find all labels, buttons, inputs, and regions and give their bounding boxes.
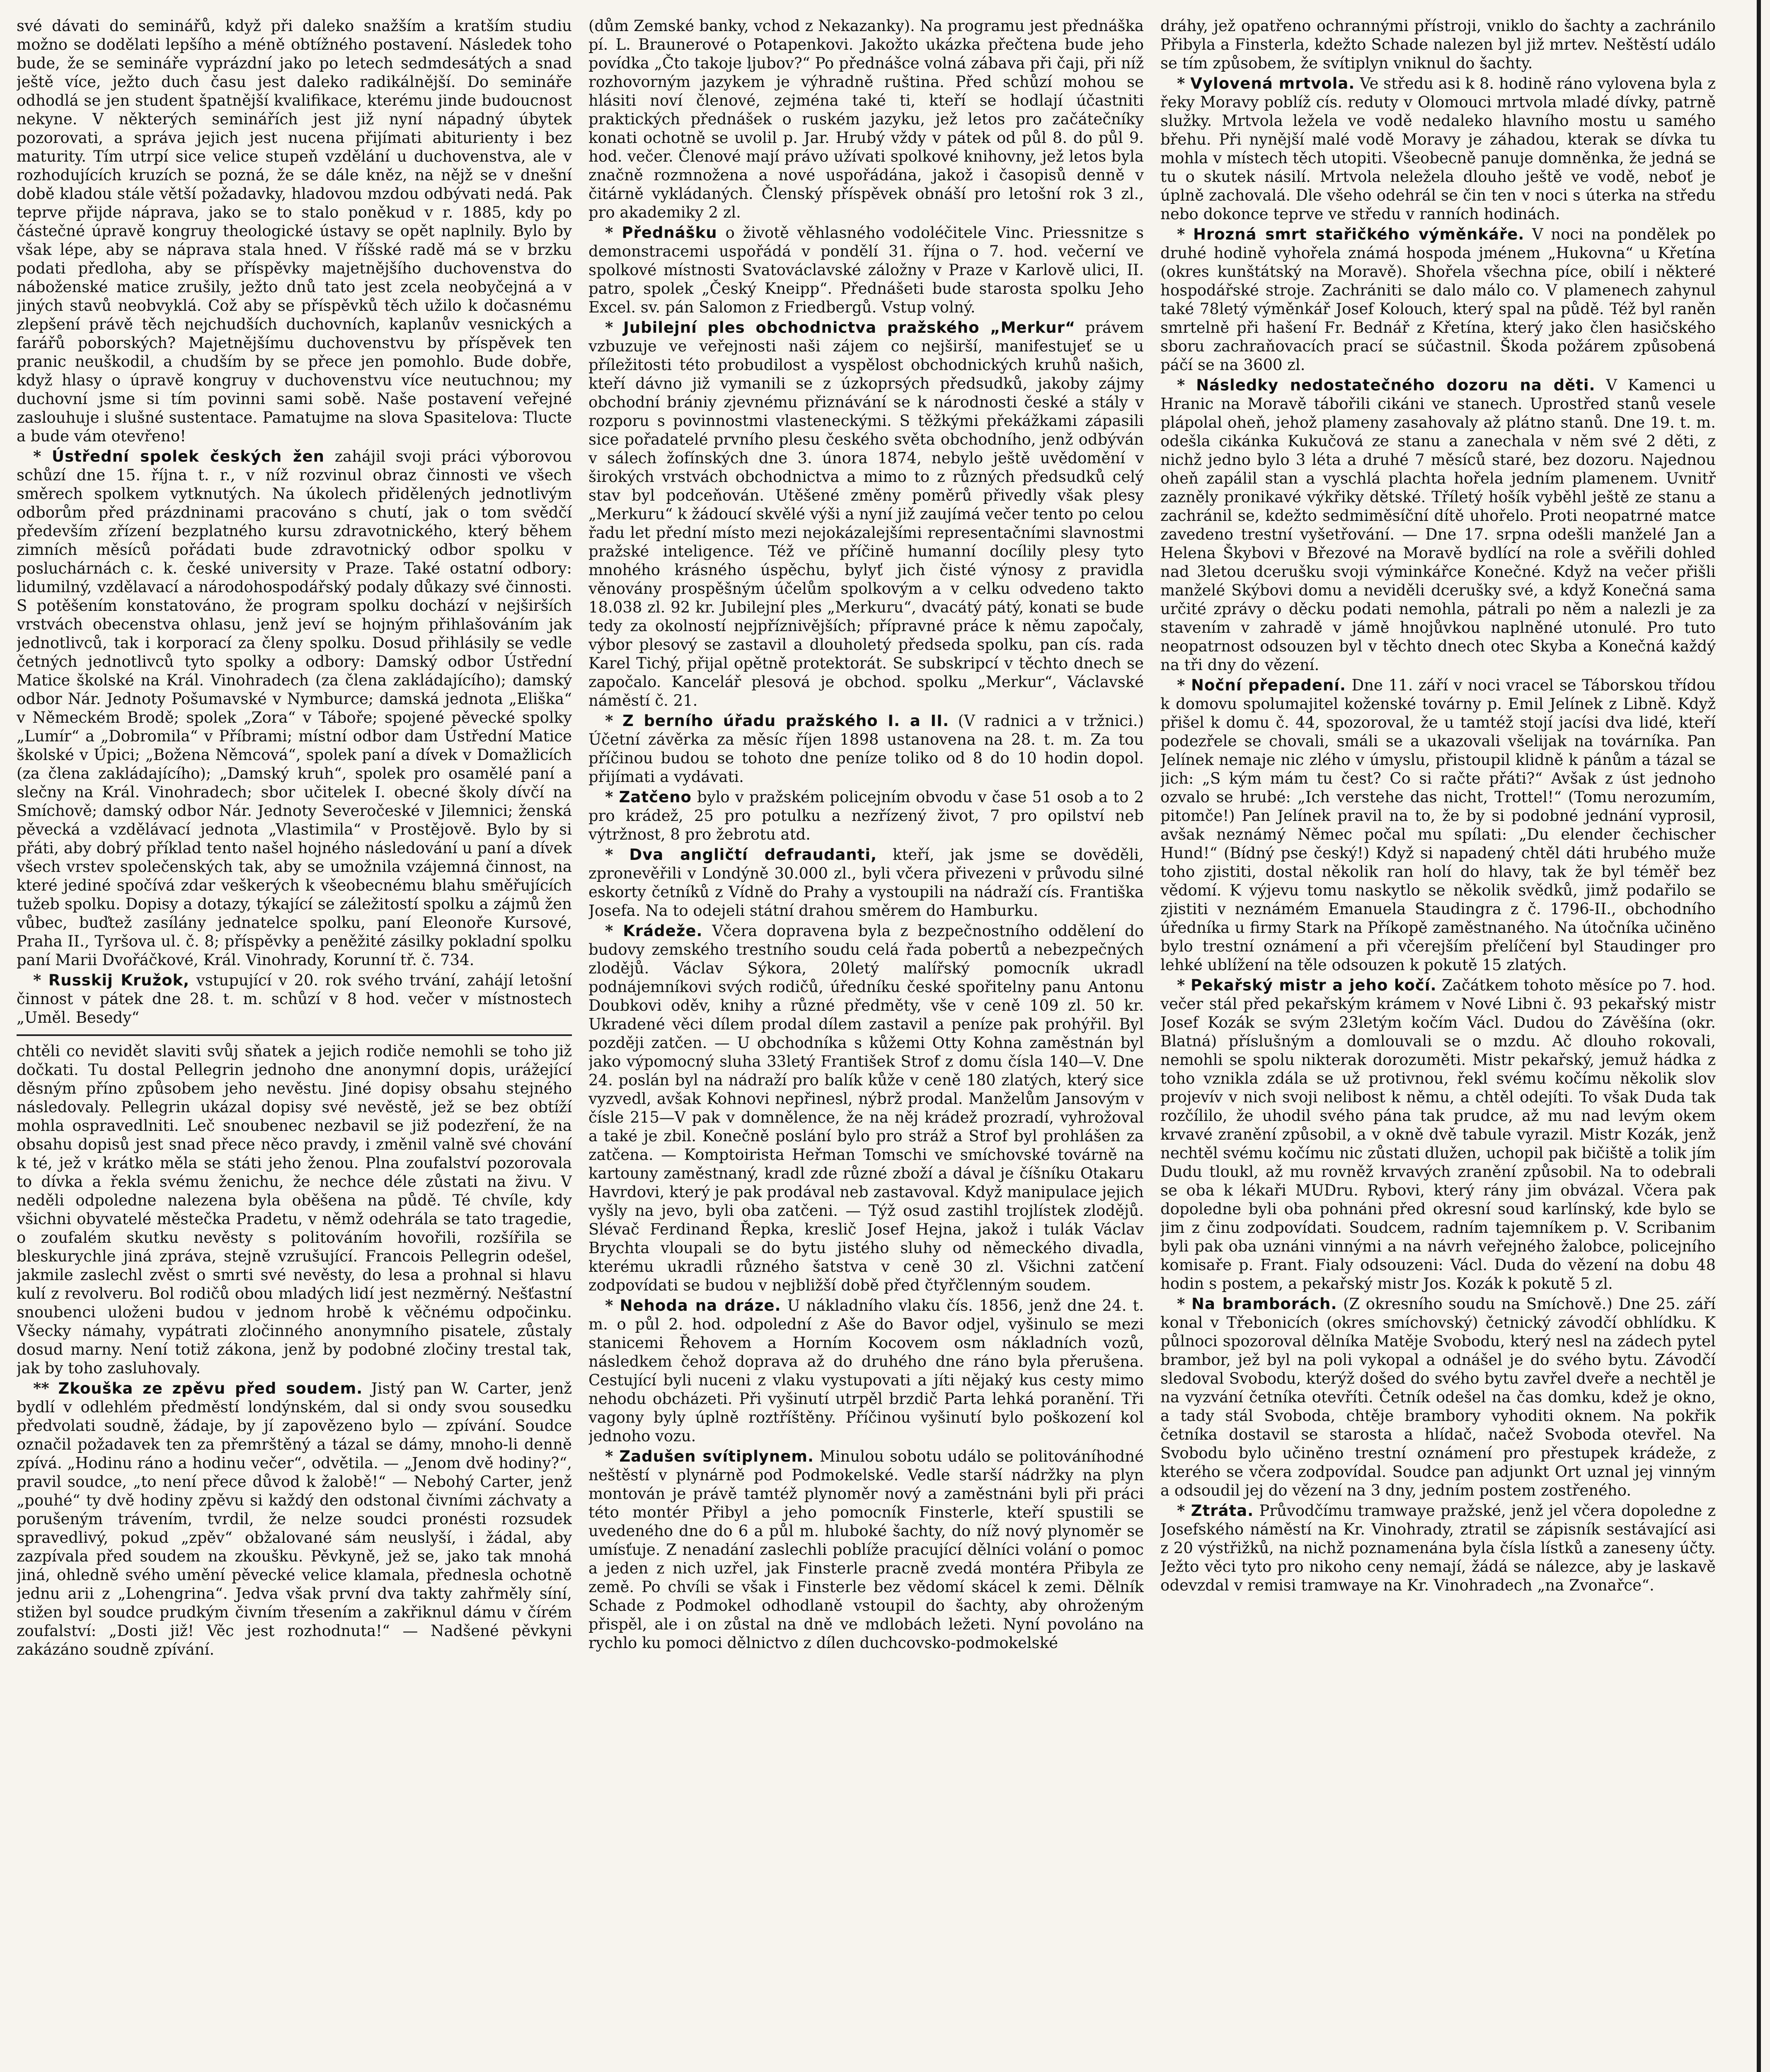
article-body: (dům Zemské banky, vchod z Nekazanky). Na programu jest přednáška pí. L. Braunerové o Potapenkovi. Jakožto ukázka přečtena bude jeho povídka „Čto takoje ljubov?“ Po přednášce volná zábava při čaji, při níž rozhovorným jazykem je výhradně ruština. Před schůzí mohou se hlásiti noví členové, zejména také ti, kteří se hodlají účastniti praktických přednášek o ruském jazyku, jež letos pro začátečníky konati ochotně se uvolil p. Jar. Hrubý vždy v pátek od půl 8. do půl 9. hod. večer. Členové mají právo užívati spolkové knihovny, jež letos byla značně rozmnožena a nové uspořádána, jakož i časopisů denně v čitárně vykládaných. Členský příspěvek obnáší pro letošní rok 3 zl., pro akademiky 2 zl. bbox=[588, 17, 1144, 221]
article-body: Jistý pan W. Carter, jenž bydlí v odlehlém předměstí londýnském, dal si ondy svou sousedku předvolati soudně, žádaje, by jí zapovězeno bylo — zpívání. Soudce označil požadavek ten za přemrštěný a tázal se dámy, mnoho-li denně zpívá. „Hodinu ráno a hodinu večer“, odvětila. — „Jenom dvě hodiny?“, pravil soudce, „to není přece důvod k žalobě!“ — Nebohý Carter, jenž „pouhé“ ty dvě hodiny zpěvu si každý den odstonal čivními záchvaty a porušeným trávením, tvrdil, že nelze soudci pronésti rozsudek spravedlivý, pokud „zpěv“ obžalované sám neuslyší, i žádal, aby zazpívala před soudem na zkoušku. Pěvkyně, jež se, jako tak mnohá jiná, ohledně svého umění pěvecké velice klamala, přednesla ochotně jednu arii z „Lohengrina“. Jedva však první dva takty zahřměly síní, stižen byl soudce prudkým čivním třesením a zakřiknul dámu v čírém zoufalství: „Dosti již! Věc jest rozhodnuta!“ — Nadšené pěvkyni zakázáno soudně zpívání. bbox=[17, 1380, 572, 1658]
article-body: kteří, jak jsme se dověděli, zpronevěřili v Londýně 30.000 zl., byli včera přivezeni v průvodu silné eskorty četníků z Vídně do Prahy a vystoupili na nádraží cís. Františka Josefa. Na to odejeli státní drahou směrem do Hamburku. bbox=[588, 846, 1144, 920]
article: * Vylovená mrtvola. Ve středu asi k 8. hodině ráno vylovena byla z řeky Moravy poblíž cís. reduty v Olomouci mrtvola mladé dívky, patrně služky. Mrtvola ležela ve vodě nedaleko hlavního mostu u samého břehu. Při nynější malé vodě Moravy je záhadou, kterak se dívka tu mohla v místech těch utopiti. Všeobecně panuje domněnka, že jedná se tu o skutek násilí. Mrtvola neležela dlouho ještě ve vodě, neboť je úplně zachovalá. Dle všeho odehrál se čin ten v noci s úterka na středu nebo dokonce teprve ve středu v ranních hodinách. bbox=[1160, 74, 1716, 223]
article-body: V Kamenci u Hranic na Moravě tábořili cikáni ve stanech. Uprostřed stanů vesele plápolal oheň, jehož plameny zasahovaly až plátno stanů. Dne 19. t. m. odešla cikánka Kukučová ze stanu a zanechala v něm své 2 děti, z nichž jedno bylo 3 léta a druhé 7 měsíců staré, bez dozoru. Najednou oheň zapálil stan a vyschlá plachta hořela jedním plamenem. Uvnitř zazněly pronikavé výkřiky dětské. Tříletý hošík vyběhl ještě ze stanu a zachránil se, kdežto sedmiměsíční dítě uhořelo. Proti neopatrné matce zavedeno trestní vyšetřování. — Dne 17. srpna odešli manželé Jan a Helena Škybovi v Březové na Moravě bydlící na role a svěřili dohled nad 3letou dcerušku svoji výminkářce Konečné. Když na večer přišli manželé Skýbovi domu a neviděli dcerušky své, a když Konečná sama určité zprávy o děcku podati nemohla, pátrali po něm a nalezli je za stavením v zahradě v jámě hnojůvkou naplněné utonulé. Pro tuto neopatrnost odsouzen byl v těchto dnech otec Skyba a Konečná každý na tři dny do vězení. bbox=[1160, 376, 1716, 674]
article-headline: Ztráta. bbox=[1191, 1502, 1254, 1520]
article-body: Včera dopravena byla z bezpečnostního oddělení do budovy zemského trestního soudu celá řada pobertů a nebezpečných zlodějů. Václav Sýkora, 20letý malířský pomocník ukradl podnájemníkovi svých rodičů, úředníku české spořitelny panu Antonu Doubkovi oděv, knihy a různé předměty, vše v ceně 109 zl. 50 kr. Ukradené věci dílem prodal dílem zastavil a peníze pak prohýřil. Byl později zatčen. — U obchodníka s kůžemi Otty Kohna zaměstnán byl jako výpomocný sluha 33letý František Strof z domu čísla 140—V. Dne 24. poslán byl na nádraží pro balík kůže v ceně 180 zlatých, který sice vyzvedl, avšak Kohnovi nepřinesl, nýbrž prodal. Manželům Jansovým v čísle 215—V pak v domnělence, že na něj krádež prozradí, vyhrožoval a také je zbil. Konečně poslání bylo pro stráž a Strof byl prohlášen za zatčena. — Komptoirista Heřman Tomschi ve smíchovské továrně na kartouny zaměstnaný, kradl zde různé zboží a dával je číšníku Otakaru Havrdovi, který je pak prodával neb zastavoval. Když manipulace jejich vyšly na jevo, byli oba zatčeni. — Týž osud zastihl trojlístek zlodějů. Slévač Ferdinand Řepka, kreslič Josef Hejna, jakož i tulák Václav Brychta vloupali se do bytu jistého sluhy od německého divadla, kterému ukradli různého šatstva v ceně 30 zl. Všichni zatčení zodpovídati se budou v nejbližší době před čtyřčlenným soudem. bbox=[588, 922, 1144, 1294]
article: * Ztráta. Průvodčímu tramwaye pražské, jenž jel včera dopoledne z Josefského náměstí na Kr. Vinohrady, ztratil se zápisník sestávající asi z 20 výstřižků, na nichž poznamenána byla čísla lístků a zaneseny účty. Ježto věci tyto pro nikoho ceny nemají, žádá se nálezce, aby je laskavě odevzdal v remisi tramwaye na Kr. Vinohradech „na Zvonařce“. bbox=[1160, 1501, 1716, 1594]
article-body: bylo v pražském policejním obvodu v čase 51 osob a to 2 pro krádež, 25 pro potulku a nezřízený život, 7 pro opilství neb výtržnost, 8 pro žebrotu atd. bbox=[588, 788, 1144, 843]
article-body: Začátkem tohoto měsíce po 7. hod. večer stál před pekařským krámem v Nové Libni č. 93 pekařský mistr Josef Kozák se svým 23letým kočím Václ. Dudou do Závěšína (okr. Blatná) příslušným a domlouvali se o mzdu. Ač dlouho rokovali, nemohli se spolu nikterak dorozuměti. Mistr pekařský, jemuž hádka z toho vznikla zdála se už protivnou, řekl svému kočímu několik slov projevív v nich svoji nelibost k němu, a chtěl odejíti. To však Duda tak rozčílilo, že uhodil svého pána tak prudce, až mu nad levým okem krvavé zranění způsobil, a v okně dvě tabule vyrazil. Mistr Kozák, jenž nechtěl svému kočímu nic zůstati dlužen, uchopil pak bičiště a tolik jím Dudu tloukl, až mu rovněž krvavých zranění způsobil. Na to odebrali se oba k lékaři MUDru. Rybovi, který rány jim obvázal. Včera pak dopoledne byli oba pohnáni před okresní soud karlínský, kde bylo se jim z činu zodpovídati. Soudcem, radním tajemníkem p. V. Scribanim byli pak oba uznáni vinnými a na návrh veřejného žalobce, policejního komisaře p. Frant. Fialy odsouzeni: Václ. Duda do vězení na dobu 48 hodin s postem, a pekařský mistr Jos. Kozák k pokutě 5 zl. bbox=[1160, 976, 1716, 1293]
article-body: Dne 11. září v noci vracel se Táborskou třídou k domovu spolumajitel koženské továrny p. Emil Jelínek z Libně. Když přišel k domu č. 44, spozoroval, že u tamtéž stojí jacísi dva lidé, kteří podezřele se chovali, smáli se a ukazovali všelijak na továrníka. Pan Jelínek nemaje nic zlého v úmyslu, přistoupil klidně k pánům a tázal se jich: „S kým mám tu čest? Co si račte přáti?“ Avšak z úst jednoho ozvalo se hrubé: „Ich verstehe das nicht, Trottel!“ (Tomu nerozumím, pitomče!) Pan Jelínek pravil na to, že by si podobné jednání vyprosil, avšak neznámý Němec počal mu spílati: „Du elender čechischer Hund!“ (Bídný pse český!) Když si napadený chtěl dáti hrubého muže toho zjistiti, dostal několik ran holí do hlavy, tak že byl téměř bez vědomí. K výjevu tomu naskytlo se několik svědků, jimž podařilo se zjistiti v neznámém Emanuela Staudingra z č. 1796-II., obchodního úředníka u firmy Stark na Příkopě zaměstnaného. Na útočníka učiněno bylo trestní oznámení a při včerejším přelíčení byl Staudinger pro lehké ublížení na těle odsouzen k pokutě 15 zlatých. bbox=[1160, 676, 1716, 974]
article-body: Průvodčímu tramwaye pražské, jenž jel včera dopoledne z Josefského náměstí na Kr. Vinohrady, ztratil se zápisník sestávající asi z 20 výstřižků, na nichž poznamenána byla čísla lístků a zaneseny účty. Ježto věci tyto pro nikoho ceny nemají, žádá se nálezce, aby je laskavě odevzdal v remisi tramwaye na Kr. Vinohradech „na Zvonařce“. bbox=[1160, 1502, 1716, 1594]
article: * Ústřední spolek českých žen zahájil svoji práci výborovou schůzí dne 15. října t. r., v níž rozvinul obraz činnosti ve všech směrech spolkem vytknutých. Na úkolech přidělených jednotlivým odborům před prázdninami pracováno s chutí, jak o tom svědčí především zřízení bezplatného kursu zdravotnického, který během zimních měsíců pořádati bude zdravotnický odbor spolku v posluchárnách c. k. české university v Praze. Také ostatní odbory: lidumilný, vzdělavací a národohospodářský podaly důkazy své činnosti. S potěšením konstatováno, že program spolku dochází v nejširších vrstvách obecenstva ohlasu, jenž jeví se hojným přihlašováním jak jednotlivců, tak i korporací za členy spolku. Dosud přihlásily se vedle četných jednotlivců tyto spolky a odbory: Damský odbor Ústřední Matice školské na Král. Vinohradech (za člena zakládajícího); damský odbor Nár. Jednoty Pošumavské v Nymburce; damská jednota „Eliška“ v Německém Brodě; spolek „Zora“ v Táboře; spojené pěvecké spolky „Lumír“ a „Dobromila“ v Příbrami; místní odbor dam Ústřední Matice školské v Úpici; „Božena Němcová“, spolek paní a dívek v Domažlicích (za člena zakládajícího); „Damský kruh“, spolek pro osamělé paní a slečny na Král. Vinohradech; sbor učitelek I. obecné školy dívčí na Smíchově; damský odbor Nár. Jednoty Severočeské v Jilemnici; ženská pěvecká a vzdělávací jednota „Vlastimila“ v Prostějově. Bylo by si přáti, aby dobrý příklad tento našel hojného následování u paní a dívek všech vrstev společenských tak, aby se umožnila vzájemná činnost, na které jediné spočívá zdar veškerých k všeobecnému blahu směřujících tužeb spolku. Dopisy a dotazy, týkající se záležitostí spolku a zájmů žen vůbec, buďtež zasílány jednatelce spolku, paní Eleonoře Kursové, Praha II., Tyršova ul. č. 8; příspěvky a peněžité zásilky pokladní spolku paní Marii Dvořáčkové, Král. Vinohrady, Korunní tř. č. 734. bbox=[17, 447, 572, 969]
article: * Pekařský mistr a jeho kočí. Začátkem tohoto měsíce po 7. hod. večer stál před pekařským krámem v Nové Libni č. 93 pekařský mistr Josef Kozák se svým 23letým kočím Václ. Dudou do Závěšína (okr. Blatná) příslušným a domlouvali se o mzdu. Ač dlouho rokovali, nemohli se spolu nikterak dorozuměti. Mistr pekařský, jemuž hádka z toho vznikla zdála se už protivnou, řekl svému kočímu několik slov projevív v nich svoji nelibost k němu, a chtěl odejíti. To však Duda tak rozčílilo, že uhodil svého pána tak prudce, až mu nad levým okem krvavé zranění způsobil, a v okně dvě tabule vyrazil. Mistr Kozák, jenž nechtěl svému kočímu nic zůstati dlužen, uchopil pak bičiště a tolik jím Dudu tloukl, až mu rovněž krvavých zranění způsobil. Na to odebrali se oba k lékaři MUDru. Rybovi, který rány jim obvázal. Včera pak dopoledne byli oba pohnáni před okresní soud karlínský, kde bylo se jim z činu zodpovídati. Soudcem, radním tajemníkem p. V. Scribanim byli pak oba uznáni vinnými a na návrh veřejného žalobce, policejního komisaře p. Frant. Fialy odsouzeni: Václ. Duda do vězení na dobu 48 hodin s postem, a pekařský mistr Jos. Kozák k pokutě 5 zl. bbox=[1160, 976, 1716, 1293]
column-2 bbox=[588, 17, 1144, 2072]
article-headline: Následky nedostatečného dozoru na děti. bbox=[1196, 376, 1596, 394]
article-headline: Jubilejní ples obchodnictva pražského „Merkur“ bbox=[623, 319, 1076, 336]
article-headline: Vylovená mrtvola. bbox=[1190, 75, 1355, 92]
article-headline: Zatčeno bbox=[619, 788, 692, 806]
article-headline: Přednášku bbox=[622, 224, 717, 242]
article-body: Ve středu asi k 8. hodině ráno vylovena byla z řeky Moravy poblíž cís. reduty v Olomouci mrtvola mladé dívky, patrně služky. Mrtvola ležela ve vodě nedaleko hlavního mostu u samého břehu. Při nynější malé vodě Moravy je záhadou, kterak se dívka tu mohla v místech těch utopiti. Všeobecně panuje domněnka, že jedná se tu o skutek násilí. Mrtvola neležela dlouho ještě ve vodě, neboť je úplně zachovalá. Dle všeho odehrál se čin ten v noci s úterka na středu nebo dokonce teprve ve středu v ranních hodinách. bbox=[1160, 75, 1716, 223]
column-3 bbox=[1160, 17, 1716, 2072]
scan-edge-rule bbox=[1757, 0, 1761, 2072]
section-divider bbox=[17, 1034, 572, 1036]
article-headline: Krádeže. bbox=[623, 922, 703, 940]
article-headline: Ústřední spolek českých žen bbox=[52, 448, 324, 465]
article-body: chtěli co nevidět slaviti svůj sňatek a jejich rodiče nemohli se toho již dočkati. Tu dostal Pellegrin jednoho dne anonymní dopis, urážející děsným příno způsobem jeho nevěstu. Jiné dopisy obsahu stejného následovaly. Pellegrin ukázal dopisy své nevěstě, jež se bez obtíží mohla ospravedlniti. Leč snoubenec nezbavil se již podezření, že na obsahu dopisů jest snad přece něco pravdy, i změnil valně své chování k té, jež v krátko měla se státi jeho ženou. Plna zoufalství pozorovala to dívka a řekla svému ženichu, že nechce déle zůstati na živu. V neděli odpoledne nalezena byla oběšena na půdě. Té chvíle, kdy všichni obyvatelé městečka Pradetu, v němž odehrála se tato tragedie, o zoufalém skutku nevěsty s politováním hovořili, rozšířila se bleskurychle jiná zpráva, stejně vzrušující. Francois Pellegrin odešel, jakmile zaslechl zvěst o smrti své nevěsty, do lesa a prohnal si hlavu kulí z revolveru. Bol rodičů obou mladých lidí jest nezměrný. Nešťastní snoubenci uloženi budou v jednom hrobě k věčnému odpočinku. Všecky námahy, vypátrati zločinného anonymního pisatele, zůstaly dosud marny. Není totiž zákona, jenž by podobné zločiny trestal tak, jak by toho zasluhovaly. bbox=[17, 1042, 572, 1377]
article-headline: Na bramborách. bbox=[1191, 1295, 1337, 1313]
article: * Nehoda na dráze. U nákladního vlaku čís. 1856, jenž dne 24. t. m. o půl 2. hod. odpolední z Aše do Bavor odjel, vyšinulo se mezi stanicemi Řehovem a Horním Kocovem osm nákladních vozů, následkem čehož doprava až do druhého dne ráno byla přerušena. Cestující byli nuceni z vlaku vystupovati a jíti nějaký kus cesty mimo nehodu obcházeti. Při vyšinutí utrpěl brzdič Parta lehká poranění. Tři vagony byly úplně roztříštěny. Příčinou vyšinutí bylo poškození kol jednoho vozu. bbox=[588, 1296, 1144, 1445]
text-columns bbox=[17, 17, 1716, 2072]
article-body: dráhy, jež opatřeno ochrannými přístroji, vniklo do šachty a zachránilo Přibyla a Finsterla, kdežto Schade nalezen byl již mrtev. Neštěstí událo se tím způsobem, že svítiplyn vniknul do šachty. bbox=[1160, 17, 1716, 72]
article-headline: Dva angličtí defraudanti, bbox=[629, 846, 877, 864]
article-headline: Nehoda na dráze. bbox=[620, 1297, 781, 1314]
article: * Z berního úřadu pražského I. a II. (V radnici a v tržnici.) Účetní závěrka za měsíc říjen 1898 ustanovena na 28. t. m. Za tou příčinou budou se tohoto dne peníze toliko od 8 do 10 hodin dopol. přijímati a vydávati. bbox=[588, 712, 1144, 786]
article: ** Zkouška ze zpěvu před soudem. Jistý pan W. Carter, jenž bydlí v odlehlém předměstí londýnském, dal si ondy svou sousedku předvolati soudně, žádaje, by jí zapovězeno bylo — zpívání. Soudce označil požadavek ten za přemrštěný a tázal se dámy, mnoho-li denně zpívá. „Hodinu ráno a hodinu večer“, odvětila. — „Jenom dvě hodiny?“, pravil soudce, „to není přece důvod k žalobě!“ — Nebohý Carter, jenž „pouhé“ ty dvě hodiny zpěvu si každý den odstonal čivními záchvaty a porušeným trávením, tvrdil, že nelze soudci pronésti rozsudek spravedlivý, pokud „zpěv“ obžalované sám neuslyší, i žádal, aby zazpívala před soudem na zkoušku. Pěvkyně, jež se, jako tak mnohá jiná, ohledně svého umění pěvecké velice klamala, přednesla ochotně jednu arii z „Lohengrina“. Jedva však první dva takty zahřměly síní, stižen byl soudce prudkým čivním třesením a zakřiknul dámu v čírém zoufalství: „Dosti již! Věc jest rozhodnuta!“ — Nadšené pěvkyni zakázáno soudně zpívání. bbox=[17, 1379, 572, 1658]
article-headline: Z berního úřadu pražského I. a II. bbox=[622, 712, 949, 730]
article-body: své dávati do seminářů, když při daleko snažším a kratším studiu možno se dodělati lepšího a méně obtížného postavení. Následek toho bude, že se semináře vyprázdní jako po letech sedmdesátých a snad ještě více, ježto duch času jest daleko radikálnější. Do semináře odhodlá se jen student špatnější kvalifikace, kterému jinde budoucnost nekyne. V některých seminářích jest již nyní nápadný úbytek pozorovati, a správa jejich jest nucena přijímati abiturienty i bez maturity. Tím utrpí sice velice stupeň vzdělání u duchovenstva, ale v rozhodujících kruzích se pozná, že se dále kněz, na nějž se v dnešní době kladou stále větší požadavky, hladovou mzdou odbývati nedá. Pak teprve přijde náprava, jako se to stalo poněkud v r. 1885, kdy po částečné úpravě kongruy theologické ústavy se opět naplnily. Bylo by však lépe, aby se náprava stala hned. V říšské radě má se v brzku podati předloha, aby se příspěvky majetnějšího duchovenstva do náboženské matice zrušily, ježto dnů tato jest zcela neobyčejná a v jiných stavů neobvyklá. Což aby se příspěvků těch užilo k dočasnému zlepšení právě těch nejchudších duchovních, kaplanův vesnických a farářů poborských? Majetnějšímu duchovenstvu by příspěvek ten pranic neuškodil, a chudším by se přece jen pomohlo. Bude dobře, když hlasy o úpravě kongruy v duchovenstvu více neutuchnou; my duchovní jsme si tím povinni sami sobě. Naše postavení veřejné zaslouhuje i slušné sustentace. Pamatujme na slova Spasitelova: Tlucte a bude vám otevřeno! bbox=[17, 17, 572, 445]
article-body: (V radnici a v tržnici.) Účetní závěrka za měsíc říjen 1898 ustanovena na 28. t. m. Za tou příčinou budou se tohoto dne peníze toliko od 8 do 10 hodin dopol. přijímati a vydávati. bbox=[588, 712, 1144, 786]
article-headline: Hrozná smrt stařičkého výměnkáře. bbox=[1193, 225, 1525, 243]
article: * Russkij Kružok, vstupující v 20. rok svého trvání, zahájí letošní činnost v pátek dne 28. t. m. schůzí v 8 hod. večer v místnostech „Uměl. Besedy“ bbox=[17, 971, 572, 1026]
article-headline: Russkij Kružok, bbox=[48, 971, 190, 989]
article: * Krádeže. Včera dopravena byla z bezpečnostního oddělení do budovy zemského trestního soudu celá řada pobertů a nebezpečných zlodějů. Václav Sýkora, 20letý malířský pomocník ukradl podnájemníkovi svých rodičů, úředníku české spořitelny panu Antonu Doubkovi oděv, knihy a různé předměty, vše v ceně 109 zl. 50 kr. Ukradené věci dílem prodal dílem zastavil a peníze pak prohýřil. Byl později zatčen. — U obchodníka s kůžemi Otty Kohna zaměstnán byl jako výpomocný sluha 33letý František Strof z domu čísla 140—V. Dne 24. poslán byl na nádraží pro balík kůže v ceně 180 zlatých, který sice vyzvedl, avšak Kohnovi nepřinesl, nýbrž prodal. Manželům Jansovým v čísle 215—V pak v domnělence, že na něj krádež prozradí, vyhrožoval a také je zbil. Konečně poslání bylo pro stráž a Strof byl prohlášen za zatčena. — Komptoirista Heřman Tomschi ve smíchovské továrně na kartouny zaměstnaný, kradl zde různé zboží a dával je číšníku Otakaru Havrdovi, který je pak prodával neb zastavoval. Když manipulace jejich vyšly na jevo, byli oba zatčeni. — Týž osud zastihl trojlístek zlodějů. Slévač Ferdinand Řepka, kreslič Josef Hejna, jakož i tulák Václav Brychta vloupali se do bytu jistého sluhy od německého divadla, kterému ukradli různého šatstva v ceně 30 zl. Všichni zatčení zodpovídati se budou v nejbližší době před čtyřčlenným soudem. bbox=[588, 922, 1144, 1294]
article: * Zadušen svítiplynem. Minulou sobotu událo se politováníhodné neštěstí v plynárně pod Podmokelské. Vedle starší nádržky na plyn montován je právě tamtéž plynoměr nový a zaměstnáni byli při práci této montér Přibyl a jeho pomocník Finsterle, kteří spustili se uvedeného dne do 6 a půl m. hluboké šachty, do níž nový plynoměr se umísťuje. Z nenadání zaslechli poblíže pracující dělníci volání o pomoc a jeden z nich uzřel, jak Finsterle pracně zvedá montéra Přibyla ze země. Po chvíli se však i Finsterle bez vědomí skácel k zemi. Dělník Schade z Podmokel odhodlaně vstoupil do šachty, aby ohroženým přispěl, ale i on zůstal na dně ve mdlobách ležeti. Nyní povoláno na rychlo ku pomoci dělnictvo z dílen duchcovsko-podmokelské bbox=[588, 1447, 1144, 1652]
article: * Následky nedostatečného dozoru na děti. V Kamenci u Hranic na Moravě tábořili cikáni ve stanech. Uprostřed stanů vesele plápolal oheň, jehož plameny zasahovaly až plátno stanů. Dne 19. t. m. odešla cikánka Kukučová ze stanu a zanechala v něm své 2 děti, z nichž jedno bylo 3 léta a druhé 7 měsíců staré, bez dozoru. Najednou oheň zapálil stan a vyschlá plachta hořela jedním plamenem. Uvnitř zazněly pronikavé výkřiky dětské. Tříletý hošík vyběhl ještě ze stanu a zachránil se, kdežto sedmiměsíční dítě uhořelo. Proti neopatrné matce zavedeno trestní vyšetřování. — Dne 17. srpna odešli manželé Jan a Helena Škybovi v Březové na Moravě bydlící na role a svěřili dohled nad 3letou dcerušku svoji výminkářce Konečné. Když na večer přišli manželé Skýbovi domu a neviděli dcerušky své, a když Konečná sama určité zprávy o děcku podati nemohla, pátrali po něm a nalezli je za stavením v zahradě v jámě hnojůvkou naplněné utonulé. Pro tuto neopatrnost odsouzen byl v těchto dnech otec Skyba a Konečná každý na tři dny do vězení. bbox=[1160, 376, 1716, 674]
article-headline: Zadušen svítiplynem. bbox=[619, 1447, 814, 1465]
article: * Noční přepadení. Dne 11. září v noci vracel se Táborskou třídou k domovu spolumajitel koženské továrny p. Emil Jelínek z Libně. Když přišel k domu č. 44, spozoroval, že u tamtéž stojí jacísi dva lidé, kteří podezřele se chovali, smáli se a ukazovali všelijak na továrníka. Pan Jelínek nemaje nic zlého v úmyslu, přistoupil klidně k pánům a tázal se jich: „S kým mám tu čest? Co si račte přáti?“ Avšak z úst jednoho ozvalo se hrubé: „Ich verstehe das nicht, Trottel!“ (Tomu nerozumím, pitomče!) Pan Jelínek pravil na to, že by si podobné jednání vyprosil, avšak neznámý Němec počal mu spílati: „Du elender čechischer Hund!“ (Bídný pse český!) Když si napadený chtěl dáti hrubého muže toho zjistiti, dostal několik ran holí do hlavy, tak že byl téměř bez vědomí. K výjevu tomu naskytlo se několik svědků, jimž podařilo se zjistiti v neznámém Emanuela Staudingra z č. 1796-II., obchodního úředníka u firmy Stark na Příkopě zaměstnaného. Na útočníka učiněno bylo trestní oznámení a při včerejším přelíčení byl Staudinger pro lehké ublížení na těle odsouzen k pokutě 15 zlatých. bbox=[1160, 676, 1716, 974]
article-body: V noci na pondělek po druhé hodině vyhořela známá hospoda jménem „Hukovna“ u Křetína (okres kunštátský na Moravě). Shořela všechna píce, obilí i některé hospodářské stroje. Zachrániti se dalo málo co. V plamenech zahynul také 78letý výměnkář Josef Kolouch, který spal na půdě. Též byl raněn smrtelně při hašení Fr. Bednář z Křetína, který jako člen hasičského sboru zachraňovacích prací se súčastnil. Škoda požárem způsobená páčí se na 3600 zl. bbox=[1160, 225, 1716, 374]
article: * Na bramborách. (Z okresního soudu na Smíchově.) Dne 25. září konal v Třebonicích (okres smíchovský) četnický závodčí obhlídku. K půlnoci spozoroval dělníka Matěje Svobodu, který nesl na zádech pytel brambor, jež byl na poli vykopal a odnášel je do svého bytu. Závodčí sledoval Svobodu, kterýž došed do svého bytu zavřel dveře a nechtěl je na vyzvání četníka otevříti. Četník odešel na čas domku, kdež je okno, a tady stál Svoboda, chtěje brambory vyhoditi oknem. Na pokřik četníka dostavil se starosta a hlídač, načež Svoboda otevřel. Na Svobodu bylo učiněno trestní oznámení pro přestupek krádeže, z kterého se včera zodpovídal. Soudce pan adjunkt Ort uznal jej vinným a odsoudil jej do vězení na 3 dny, jedním postem zostřeného. bbox=[1160, 1295, 1716, 1499]
article-body: vstupující v 20. rok svého trvání, zahájí letošní činnost v pátek dne 28. t. m. schůzí v 8 hod. večer v místnostech „Uměl. Besedy“ bbox=[17, 971, 572, 1026]
article: * Přednášku o životě věhlasného vodoléčitele Vinc. Priessnitze s demonstracemi uspořádá v pondělí 31. října o 7. hod. večerní ve spolkové místnosti Svatováclavské záložny v Praze v Karlově ulici, II. patro, spolek „Český Kneipp“. Přednášeti bude starosta spolku Jeho Excel. sv. pán Salomon z Friedbergů. Vstup volný. bbox=[588, 223, 1144, 316]
article: * Hrozná smrt stařičkého výměnkáře. V noci na pondělek po druhé hodině vyhořela známá hospoda jménem „Hukovna“ u Křetína (okres kunštátský na Moravě). Shořela všechna píce, obilí i některé hospodářské stroje. Zachrániti se dalo málo co. V plamenech zahynul také 78letý výměnkář Josef Kolouch, který spal na půdě. Též byl raněn smrtelně při hašení Fr. Bednář z Křetína, který jako člen hasičského sboru zachraňovacích prací se súčastnil. Škoda požárem způsobená páčí se na 3600 zl. bbox=[1160, 225, 1716, 374]
article-headline: Zkouška ze zpěvu před soudem. bbox=[58, 1380, 363, 1397]
article-body: o životě věhlasného vodoléčitele Vinc. Priessnitze s demonstracemi uspořádá v pondělí 31. října o 7. hod. večerní ve spolkové místnosti Svatováclavské záložny v Praze v Karlově ulici, II. patro, spolek „Český Kneipp“. Přednášeti bude starosta spolku Jeho Excel. sv. pán Salomon z Friedbergů. Vstup volný. bbox=[588, 224, 1144, 316]
article-body: právem vzbuzuje ve veřejnosti naši zájem co nejširší, manifestujeť se u příležitosti této probudilost a vyspělost obchodnických kruhů našich, kteří dávno již vymanili se z úzkoprsých předsudků, jakoby zájmy obchodní brániy zjevnému přiznávání se k národnosti české a stály v rozporu s povinnostmi vlasteneckými. S těžkými překážkami zápasili sice pořadatelé prvního plesu českého světa obchodního, jenž odbýván v sálech žofínských dne 3. února 1874, nebylo ještě uvědomění v širokých vrstvách obchodnictva a mimo to z různých předsudků celý stav byl podceňován. Utěšené změny poměrů přivedly však plesy „Merkuru“ k žádoucí skvělé výši a nyní již zaujímá večer tento po celou řadu let přední místo mezi nejokázalejšími representačními slavnostmi pražské inteligence. Též ve příčině humanní docílily plesy tyto mnohého krásného úspěchu, bylyť jich čisté výnosy z pravidla věnovány prospěšným účelům spolkovým a v celku odvedeno takto 18.038 zl. 92 kr. Jubilejní ples „Merkuru“, dvacátý pátý, konati se bude tedy za okolností nejpříznivějších; přípravné práce k němu započaly, výbor plesový se zastavil a dlouholetý předseda spolku, pan cís. rada Karel Tichý, přijal opětně protektorát. Se subskripcí v těchto dnech se započalo. Kancelář plesová je obchod. spolku „Merkur“, Václavské náměstí č. 21. bbox=[588, 319, 1144, 709]
article-headline: Pekařský mistr a jeho kočí. bbox=[1190, 976, 1437, 994]
article-body: (Z okresního soudu na Smíchově.) Dne 25. září konal v Třebonicích (okres smíchovský) četnický závodčí obhlídku. K půlnoci spozoroval dělníka Matěje Svobodu, který nesl na zádech pytel brambor, jež byl na poli vykopal a odnášel je do svého bytu. Závodčí sledoval Svobodu, kterýž došed do svého bytu zavřel dveře a nechtěl je na vyzvání četníka otevříti. Četník odešel na čas domku, kdež je okno, a tady stál Svoboda, chtěje brambory vyhoditi oknem. Na pokřik četníka dostavil se starosta a hlídač, načež Svoboda otevřel. Na Svobodu bylo učiněno trestní oznámení pro přestupek krádeže, z kterého se včera zodpovídal. Soudce pan adjunkt Ort uznal jej vinným a odsoudil jej do vězení na 3 dny, jedním postem zostřeného. bbox=[1160, 1295, 1716, 1499]
column-1 bbox=[17, 17, 572, 2072]
article-body: zahájil svoji práci výborovou schůzí dne 15. října t. r., v níž rozvinul obraz činnosti ve všech směrech spolkem vytknutých. Na úkolech přidělených jednotlivým odborům před prázdninami pracováno s chutí, jak o tom svědčí především zřízení bezplatného kursu zdravotnického, který během zimních měsíců pořádati bude zdravotnický odbor spolku v posluchárnách c. k. české university v Praze. Také ostatní odbory: lidumilný, vzdělavací a národohospodářský podaly důkazy své činnosti. S potěšením konstatováno, že program spolku dochází v nejširších vrstvách obecenstva ohlasu, jenž jeví se hojným přihlašováním jak jednotlivců, tak i korporací za členy spolku. Dosud přihlásily se vedle četných jednotlivců tyto spolky a odbory: Damský odbor Ústřední Matice školské na Král. Vinohradech (za člena zakládajícího); damský odbor Nár. Jednoty Pošumavské v Nymburce; damská jednota „Eliška“ v Německém Brodě; spolek „Zora“ v Táboře; spojené pěvecké spolky „Lumír“ a „Dobromila“ v Příbrami; místní odbor dam Ústřední Matice školské v Úpici; „Božena Němcová“, spolek paní a dívek v Domažlicích (za člena zakládajícího); „Damský kruh“, spolek pro osamělé paní a slečny na Král. Vinohradech; sbor učitelek I. obecné školy dívčí na Smíchově; damský odbor Nár. Jednoty Severočeské v Jilemnici; ženská pěvecká a vzdělávací jednota „Vlastimila“ v Prostějově. Bylo by si přáti, aby dobrý příklad tento našel hojného následování u paní a dívek všech vrstev společenských tak, aby se umožnila vzájemná činnost, na které jediné spočívá zdar veškerých k všeobecnému blahu směřujících tužeb spolku. Dopisy a dotazy, týkající se záležitostí spolku a zájmů žen vůbec, buďtež zasílány jednatelce spolku, paní Eleonoře Kursové, Praha II., Tyršova ul. č. 8; příspěvky a peněžité zásilky pokladní spolku paní Marii Dvořáčkové, Král. Vinohrady, Korunní tř. č. 734. bbox=[17, 448, 572, 969]
article-body: U nákladního vlaku čís. 1856, jenž dne 24. t. m. o půl 2. hod. odpolední z Aše do Bavor odjel, vyšinulo se mezi stanicemi Řehovem a Horním Kocovem osm nákladních vozů, následkem čehož doprava až do druhého dne ráno byla přerušena. Cestující byli nuceni z vlaku vystupovati a jíti nějaký kus cesty mimo nehodu obcházeti. Při vyšinutí utrpěl brzdič Parta lehká poranění. Tři vagony byly úplně roztříštěny. Příčinou vyšinutí bylo poškození kol jednoho vozu. bbox=[588, 1297, 1144, 1445]
article: * Dva angličtí defraudanti, kteří, jak jsme se dověděli, zpronevěřili v Londýně 30.000 zl., byli včera přivezeni v průvodu silné eskorty četníků z Vídně do Prahy a vystoupili na nádraží cís. Františka Josefa. Na to odejeli státní drahou směrem do Hamburku. bbox=[588, 845, 1144, 920]
article: * Jubilejní ples obchodnictva pražského „Merkur“ právem vzbuzuje ve veřejnosti naši zájem co nejširší, manifestujeť se u příležitosti této probudilost a vyspělost obchodnických kruhů našich, kteří dávno již vymanili se z úzkoprsých předsudků, jakoby zájmy obchodní brániy zjevnému přiznávání se k národnosti české a stály v rozporu s povinnostmi vlasteneckými. S těžkými překážkami zápasili sice pořadatelé prvního plesu českého světa obchodního, jenž odbýván v sálech žofínských dne 3. února 1874, nebylo ještě uvědomění v širokých vrstvách obchodnictva a mimo to z různých předsudků celý stav byl podceňován. Utěšené změny poměrů přivedly však plesy „Merkuru“ k žádoucí skvělé výši a nyní již zaujímá večer tento po celou řadu let přední místo mezi nejokázalejšími representačními slavnostmi pražské inteligence. Též ve příčině humanní docílily plesy tyto mnohého krásného úspěchu, bylyť jich čisté výnosy z pravidla věnovány prospěšným účelům spolkovým a v celku odvedeno takto 18.038 zl. 92 kr. Jubilejní ples „Merkuru“, dvacátý pátý, konati se bude tedy za okolností nejpříznivějších; přípravné práce k němu započaly, výbor plesový se zastavil a dlouholetý předseda spolku, pan cís. rada Karel Tichý, přijal opětně protektorát. Se subskripcí v těchto dnech se započalo. Kancelář plesová je obchod. spolku „Merkur“, Václavské náměstí č. 21. bbox=[588, 318, 1144, 709]
article: * Zatčeno bylo v pražském policejním obvodu v čase 51 osob a to 2 pro krádež, 25 pro potulku a nezřízený život, 7 pro opilství neb výtržnost, 8 pro žebrotu atd. bbox=[588, 788, 1144, 843]
article-headline: Noční přepadení. bbox=[1191, 676, 1346, 694]
article-body: Minulou sobotu událo se politováníhodné neštěstí v plynárně pod Podmokelské. Vedle starší nádržky na plyn montován je právě tamtéž plynoměr nový a zaměstnáni byli při práci této montér Přibyl a jeho pomocník Finsterle, kteří spustili se uvedeného dne do 6 a půl m. hluboké šachty, do níž nový plynoměr se umísťuje. Z nenadání zaslechli poblíže pracující dělníci volání o pomoc a jeden z nich uzřel, jak Finsterle pracně zvedá montéra Přibyla ze země. Po chvíli se však i Finsterle bez vědomí skácel k zemi. Dělník Schade z Podmokel odhodlaně vstoupil do šachty, aby ohroženým přispěl, ale i on zůstal na dně ve mdlobách ležeti. Nyní povoláno na rychlo ku pomoci dělnictvo z dílen duchcovsko-podmokelské bbox=[588, 1447, 1144, 1652]
